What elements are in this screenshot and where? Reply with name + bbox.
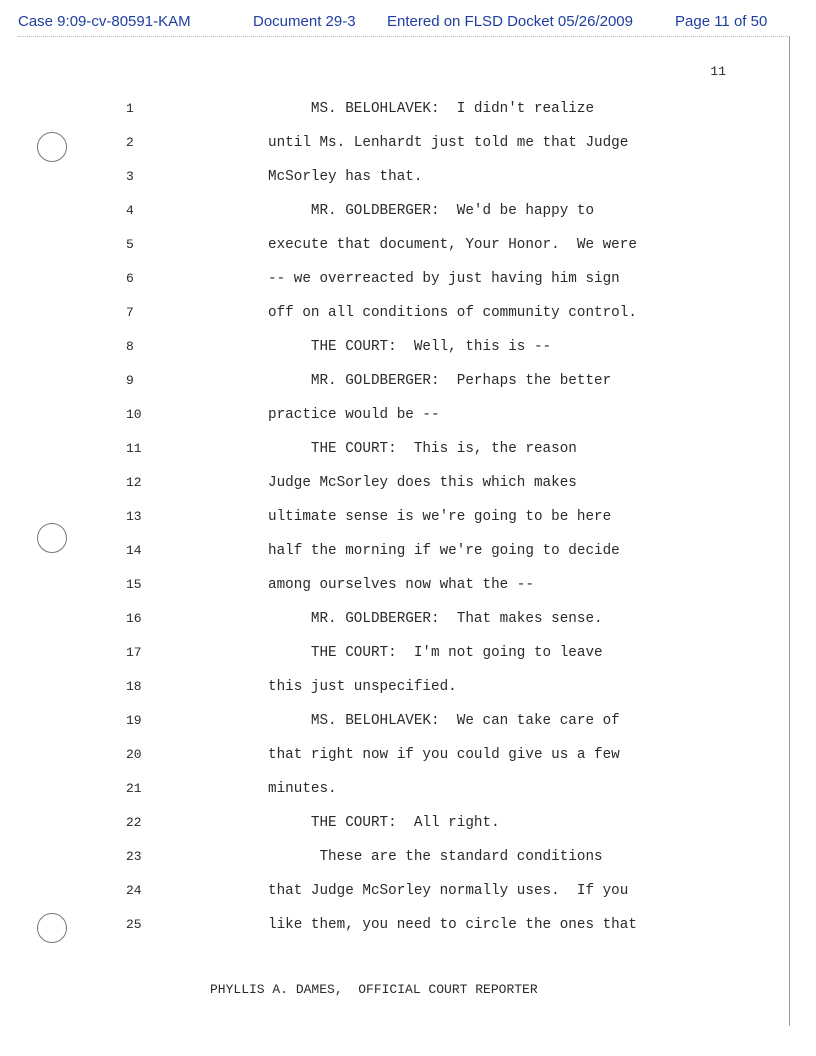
- transcript-line: practice would be --: [268, 407, 440, 423]
- line-number: 2: [126, 135, 134, 150]
- transcript-line: that right now if you could give us a few: [268, 747, 620, 763]
- line-number: 17: [126, 645, 142, 660]
- transcript-line: this just unspecified.: [268, 679, 457, 695]
- transcript-line: THE COURT: All right.: [268, 815, 500, 831]
- transcript-line: among ourselves now what the --: [268, 577, 534, 593]
- transcript-line: THE COURT: This is, the reason: [268, 441, 577, 457]
- line-number: 24: [126, 883, 142, 898]
- line-number: 8: [126, 339, 134, 354]
- line-number: 22: [126, 815, 142, 830]
- line-number: 19: [126, 713, 142, 728]
- transcript-line: McSorley has that.: [268, 169, 423, 185]
- line-number: 5: [126, 237, 134, 252]
- line-number: 14: [126, 543, 142, 558]
- line-number: 11: [126, 441, 142, 456]
- line-number: 4: [126, 203, 134, 218]
- transcript-line: execute that document, Your Honor. We were: [268, 237, 637, 253]
- transcript-line: MS. BELOHLAVEK: I didn't realize: [268, 101, 595, 117]
- transcript-line: THE COURT: Well, this is --: [268, 339, 552, 355]
- document-number: Document 29-3: [253, 13, 356, 30]
- line-number: 12: [126, 475, 142, 490]
- transcript-line: Judge McSorley does this which makes: [268, 475, 577, 491]
- line-number: 6: [126, 271, 134, 286]
- case-number: Case 9:09-cv-80591-KAM: [18, 13, 191, 30]
- line-number: 1: [126, 101, 134, 116]
- transcript-line: MR. GOLDBERGER: That makes sense.: [268, 611, 603, 627]
- line-number: 16: [126, 611, 142, 626]
- punch-hole: [37, 132, 67, 162]
- punch-hole: [37, 913, 67, 943]
- transcript-line: like them, you need to circle the ones that: [268, 917, 637, 933]
- line-number: 9: [126, 373, 134, 388]
- transcript-line: that Judge McSorley normally uses. If you: [268, 883, 629, 899]
- transcript-line: MR. GOLDBERGER: We'd be happy to: [268, 203, 595, 219]
- transcript-line: MR. GOLDBERGER: Perhaps the better: [268, 373, 612, 389]
- line-number: 23: [126, 849, 142, 864]
- line-number: 3: [126, 169, 134, 184]
- transcript-line: -- we overreacted by just having him sign: [268, 271, 620, 287]
- transcript-line: until Ms. Lenhardt just told me that Judge: [268, 135, 629, 151]
- transcript-line: ultimate sense is we're going to be here: [268, 509, 612, 525]
- line-number: 18: [126, 679, 142, 694]
- line-number: 25: [126, 917, 142, 932]
- line-number: 20: [126, 747, 142, 762]
- docket-entry: Entered on FLSD Docket 05/26/2009: [387, 13, 633, 30]
- page-number: 11: [710, 64, 726, 79]
- transcript-line: off on all conditions of community control.: [268, 305, 637, 321]
- page-of-total: Page 11 of 50: [675, 13, 768, 30]
- transcript-line: THE COURT: I'm not going to leave: [268, 645, 603, 661]
- transcript-line: These are the standard conditions: [268, 849, 603, 865]
- transcript-line: MS. BELOHLAVEK: We can take care of: [268, 713, 620, 729]
- line-number: 10: [126, 407, 142, 422]
- line-number: 15: [126, 577, 142, 592]
- transcript-line: half the morning if we're going to decide: [268, 543, 620, 559]
- punch-hole: [37, 523, 67, 553]
- transcript-line: minutes.: [268, 781, 337, 797]
- line-number: 7: [126, 305, 134, 320]
- court-reporter-footer: PHYLLIS A. DAMES, OFFICIAL COURT REPORTER: [210, 982, 538, 997]
- header-divider: [18, 36, 788, 37]
- line-number: 21: [126, 781, 142, 796]
- line-number: 13: [126, 509, 142, 524]
- right-margin-line: [789, 36, 790, 1026]
